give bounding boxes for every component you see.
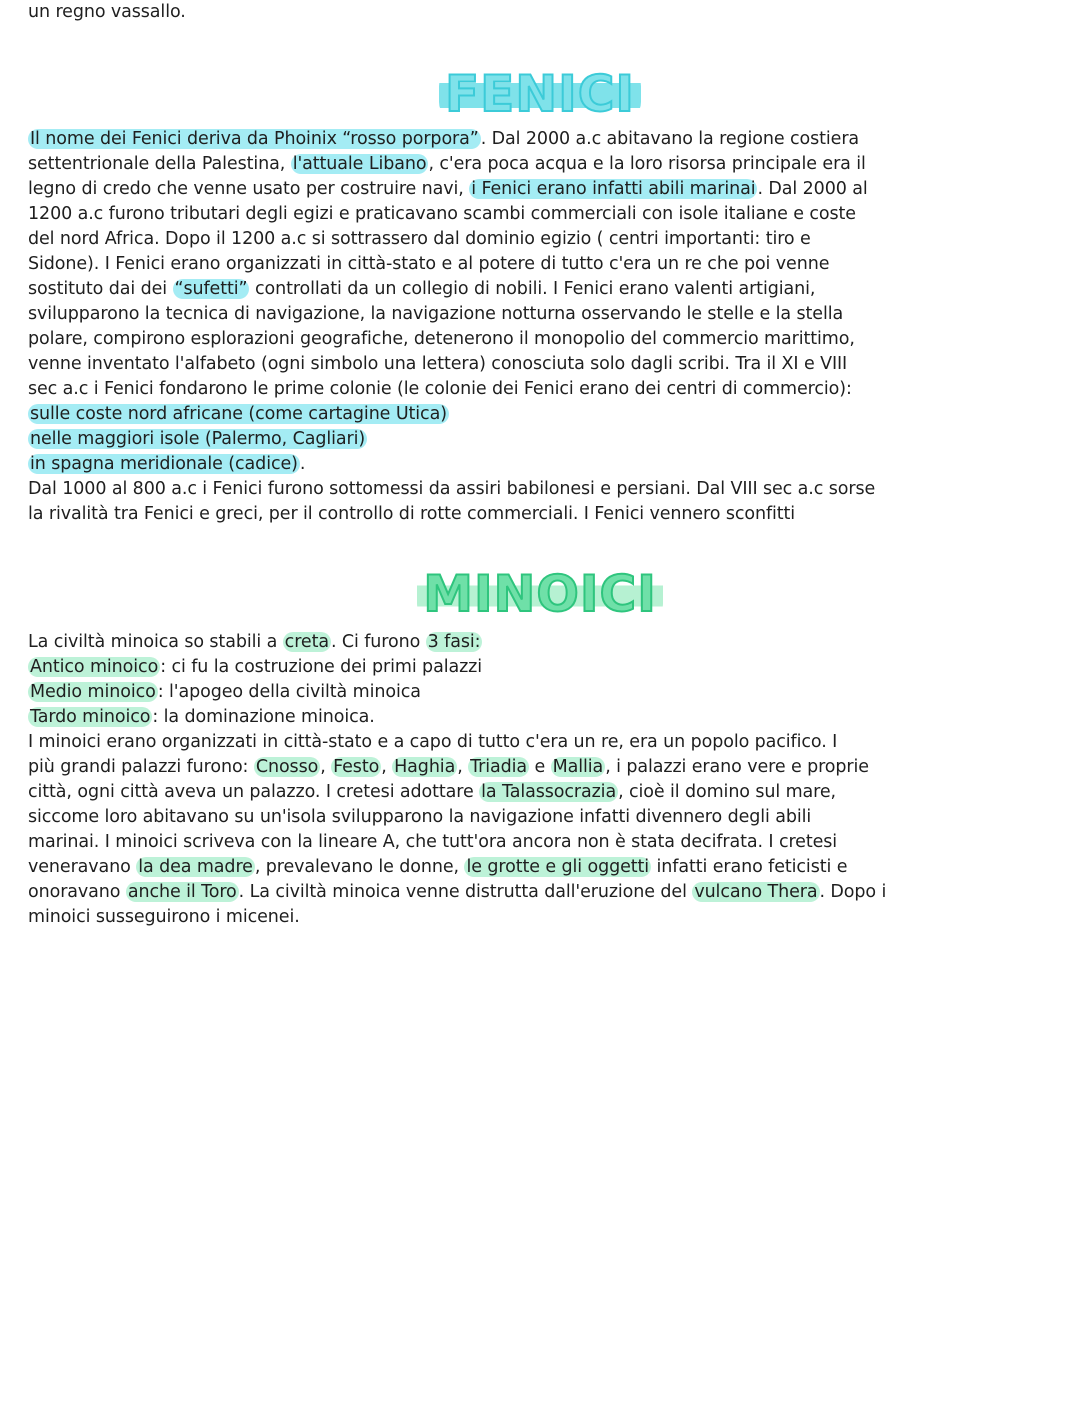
text-segment: , <box>320 757 332 777</box>
highlighted-text: sulle coste nord africane (come cartagine Utica) <box>30 404 447 424</box>
intro-line: un regno vassallo. <box>28 2 186 22</box>
fenici-text-line <box>28 427 1058 452</box>
text-segment: : ci fu la costruzione dei primi palazzi <box>160 657 483 677</box>
fenici-text-line <box>28 227 1058 252</box>
text-segment: sec a.c i Fenici fondarono le prime colonie (le colonie dei Fenici erano dei centri di commercio): <box>28 379 852 399</box>
text-segment: : l'apogeo della civiltà minoica <box>157 682 421 702</box>
text-segment: legno di credo che venne usato per costruire navi, <box>28 179 470 199</box>
text-segment: : la dominazione minoica. <box>152 707 375 727</box>
text-segment: infatti erano feticisti e <box>651 857 848 877</box>
text-segment: , prevalevano le donne, <box>254 857 465 877</box>
highlighted-text: le grotte e gli oggetti <box>466 857 650 877</box>
minoici-text-line <box>28 730 1058 755</box>
highlighted-text: Festo <box>333 757 380 777</box>
text-segment: marinai. I minoici scriveva con la lineare A, che tutt'ora ancora non è stata decifrata. I cretesi <box>28 832 838 852</box>
minoici-text-line <box>28 880 1058 905</box>
text-segment: I minoici erano organizzati in città-stato e a capo di tutto c'era un re, era un popolo pacifico. I <box>28 732 838 752</box>
highlighted-text: “sufetti” <box>174 279 248 299</box>
fenici-text-line <box>28 352 1058 377</box>
text-segment: del nord Africa. Dopo il 1200 a.c si sottrassero dal dominio egizio ( centri importanti: tiro e <box>28 229 811 249</box>
highlighted-text: Tardo minoico <box>30 707 151 727</box>
highlighted-text: i Fenici erano infatti abili marinai <box>471 179 756 199</box>
minoici-text-line <box>28 630 1058 655</box>
text-segment: Dal 1000 al 800 a.c i Fenici furono sottomessi da assiri babilonesi e persiani. Dal VIII sec a.c sorse <box>28 479 876 499</box>
highlighted-text: creta <box>284 632 329 652</box>
section-title-minoici <box>0 566 1080 622</box>
minoici-text-line <box>28 905 1058 930</box>
minoici-text-line <box>28 655 1058 680</box>
text-segment: onoravano <box>28 882 126 902</box>
highlighted-text: l'attuale Libano <box>292 154 427 174</box>
text-segment: siccome loro abitavano su un'isola svilupparono la navigazione infatti divennero degli abili <box>28 807 812 827</box>
text-segment: La civiltà minoica so stabili a <box>28 632 283 652</box>
text-segment: . Dal 2000 a.c abitavano la regione costiera <box>480 129 860 149</box>
minoici-text-line <box>28 705 1058 730</box>
text-segment: polare, compirono esplorazioni geografiche, detenerono il monopolio del commercio marittimo, <box>28 329 855 349</box>
highlighted-text: anche il Toro <box>127 882 237 902</box>
text-segment: controllati da un collegio di nobili. I Fenici erano valenti artigiani, <box>249 279 816 299</box>
highlighted-text: in spagna meridionale (cadice) <box>30 454 298 474</box>
text-segment: città, ogni città aveva un palazzo. I cretesi adottare <box>28 782 480 802</box>
text-segment: . <box>299 454 306 474</box>
highlighted-text: nelle maggiori isole (Palermo, Cagliari) <box>30 429 366 449</box>
highlighted-text: Triadia <box>470 757 528 777</box>
text-segment: minoici susseguirono i micenei. <box>28 907 300 927</box>
text-segment: la rivalità tra Fenici e greci, per il controllo di rotte commerciali. I Fenici vennero sconfitti <box>28 504 796 524</box>
text-segment: . Ci furono <box>330 632 426 652</box>
text-segment: e <box>529 757 551 777</box>
text-segment: . Dopo i <box>819 882 887 902</box>
minoici-text-line <box>28 680 1058 705</box>
text-segment: Sidone). I Fenici erano organizzati in città-stato e al potere di tutto c'era un re che poi venne <box>28 254 830 274</box>
text-segment: settentrionale della Palestina, <box>28 154 291 174</box>
text-segment: . La civiltà minoica venne distrutta dall'eruzione del <box>238 882 693 902</box>
fenici-title-text: FENICI <box>439 66 641 122</box>
highlighted-text: Cnosso <box>255 757 319 777</box>
fenici-text-line <box>28 402 1058 427</box>
fenici-text-line <box>28 477 1058 502</box>
text-segment: . Dal 2000 al <box>757 179 868 199</box>
highlighted-text: Medio minoico <box>30 682 156 702</box>
text-segment: 1200 a.c furono tributari degli egizi e praticavano scambi commerciali con isole italiane e coste <box>28 204 856 224</box>
highlighted-text: vulcano Thera <box>694 882 818 902</box>
fenici-text-line <box>28 277 1058 302</box>
text-segment: , <box>457 757 469 777</box>
highlighted-text: Antico minoico <box>30 657 159 677</box>
highlighted-text: la Talassocrazia <box>481 782 617 802</box>
text-segment: , cioè il domino sul mare, <box>618 782 837 802</box>
fenici-text-line <box>28 452 1058 477</box>
text-segment: , i palazzi erano vere e proprie <box>605 757 869 777</box>
minoici-text-line <box>28 830 1058 855</box>
fenici-text-line <box>28 502 1058 527</box>
highlighted-text: Mallia <box>552 757 604 777</box>
minoici-text-line <box>28 855 1058 880</box>
text-segment: svilupparono la tecnica di navigazione, la navigazione notturna osservando le stelle e la stella <box>28 304 844 324</box>
minoici-title-text: MINOICI <box>417 566 663 622</box>
fenici-text-line <box>28 252 1058 277</box>
text-segment: sostituto dai dei <box>28 279 173 299</box>
text-segment: , <box>381 757 393 777</box>
minoici-text-line <box>28 780 1058 805</box>
fenici-text-line <box>28 377 1058 402</box>
fenici-text-line <box>28 202 1058 227</box>
fenici-text-line <box>28 177 1058 202</box>
minoici-text-line <box>28 805 1058 830</box>
text-segment: veneravano <box>28 857 137 877</box>
highlighted-text: la dea madre <box>138 857 253 877</box>
highlighted-text: Il nome dei Fenici deriva da Phoinix “rosso porpora” <box>30 129 479 149</box>
highlighted-text: 3 fasi: <box>427 632 481 652</box>
text-segment: più grandi palazzi furono: <box>28 757 254 777</box>
fenici-text-line <box>28 152 1058 177</box>
minoici-text-line <box>28 755 1058 780</box>
fenici-text-line <box>28 302 1058 327</box>
fenici-text-line <box>28 127 1058 152</box>
section-title-fenici <box>0 66 1080 122</box>
text-segment: , c'era poca acqua e la loro risorsa principale era il <box>428 154 866 174</box>
fenici-text-line <box>28 327 1058 352</box>
text-segment: venne inventato l'alfabeto (ogni simbolo una lettera) conosciuta solo dagli scribi. Tra il XI e VIII <box>28 354 848 374</box>
highlighted-text: Haghia <box>394 757 456 777</box>
